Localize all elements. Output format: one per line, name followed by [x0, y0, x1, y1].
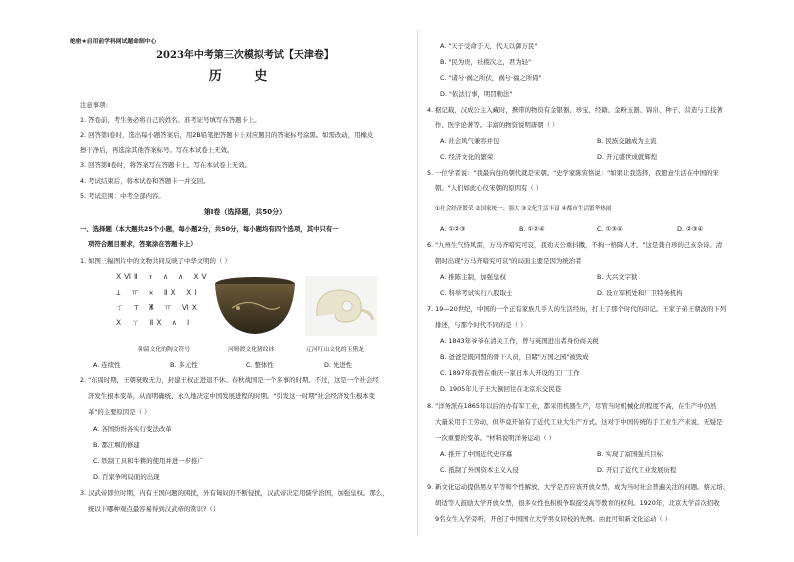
notice-label: 注意事项: [80, 101, 108, 109]
image-caption: 河姆渡文化猪纹钵 [228, 347, 275, 353]
option-a[interactable]: A. ①②③ [440, 225, 466, 233]
pig-pattern-bowl-image [212, 274, 298, 338]
notice-item: 1. 答卷前，考生务必将自己的姓名、准考证号填写在答题卡上。 [80, 116, 261, 124]
option-a[interactable]: A. "天子受命于天，代天以御万民" [440, 42, 538, 50]
option-b[interactable]: B. 实现了富国强兵目标 [597, 450, 663, 458]
option-d[interactable]: D. 1905年儿子王大倒回往在北京东交民巷 [440, 385, 562, 393]
question-stem: 7. 19—20世纪，中国的一个正有家族几乎人的生活经历，打上了那个时代的印记。王家子弟王朝波的下列 [427, 305, 727, 313]
option-b[interactable]: B. 都江堰的修建 [93, 441, 140, 449]
subject-title: 历 史 [208, 69, 282, 84]
option-b[interactable]: B. "民为贵，社稷次之，君为轻" [440, 58, 532, 66]
notice-item: 2. 回答第Ⅰ卷时，选出每小题答案后，用2B铅笔把答题卡上对应题目的答案标号涂黑。如需改动，用橡皮 [80, 131, 374, 139]
question-stem: 9名女生入学旁听，开创了中国国立大学男女同校的先例。由此可知新文化运动（ ） [435, 515, 672, 523]
question-stem: 3. 汉武帝即位时期，内有王国问题的困扰，外有匈奴的不断侵扰，汉武帝决定用儒学治国，加强皇权。那么， [80, 489, 389, 497]
option-b[interactable]: B. 爸爸是既同盟的骨干人员，目睹"万国之园"被毁成 [440, 353, 589, 361]
question-stem: 8. "洋务派在1865年以后的办有军工业，都采用机器生产，尽管当时机械化的程度不高，在生产中仍然 [427, 402, 717, 410]
pottery-symbols-row: Ⅹ ㄚ ⅡⅩ ∧ Ⅰ [116, 318, 193, 327]
option-d[interactable]: D. "依法行事，明罚勅法" [440, 90, 513, 98]
question-stem: 统以下哪种观点最容易得到汉武帝的赏识?（） [88, 505, 220, 513]
question-stem: 4. 据记载，汉成公主入藏时，携带的物资有金银器、珍宝、经籍、金粉玉器、锦帛、种子、营造与工技著 [427, 106, 723, 114]
option-d[interactable]: D. ②③④ [677, 225, 704, 233]
question-stem: 排述，与那个时代不同的是（ ） [435, 321, 527, 329]
question-stem: 革"的主要原因是（ ） [88, 408, 151, 416]
option-c[interactable]: C. "诸兮·祸之所伏，祸兮·福之所倚" [440, 74, 542, 82]
notice-item: 4. 考试结束后，将本试卷和答题卡一并交回。 [80, 177, 210, 185]
option-d[interactable]: D. 设立军机处和厂卫特务机构 [597, 289, 683, 297]
pottery-symbols-row: ⊥ ㅠ ✕ ⅡⅩ ⅩⅠ [116, 288, 200, 297]
question-stem: 一次重要的变革。"材料说明洋务运动（ ） [435, 434, 556, 442]
question-stem: 朝。"人们如此心仪宋朝的原因有（ ） [435, 184, 543, 192]
option-c[interactable]: C. 科举考试实行八股取士 [440, 289, 513, 297]
question-stem: 朝时出现"万马齐喑究可哀"的局面主要是因为统治者 [435, 257, 582, 265]
image-caption: 仰韶文化的陶文符号 [138, 347, 191, 353]
pottery-symbols-row: ⅩⅥⅡ ↑ ∧ ∧ ⅩⅤ [116, 272, 210, 281]
option-a[interactable]: A. 推开了中国近代史序幕 [440, 450, 513, 458]
question-stem: 济发生根本变革，从而明确统、永久地决定中国发展进程的时期。"引发这一时期"社会经济发生根本变 [88, 392, 376, 400]
option-b[interactable]: B. 大兴文字狱 [597, 273, 638, 281]
option-a[interactable]: A. 1843年爷爷在清关工作，曾与英国进出者身份商关税 [440, 337, 599, 345]
question-stem: 9. 新文化运动提倡男女平等和个性解放，大学是否应该开放女禁，成为当时社会普遍关注的问题。蔡元培、 [427, 483, 730, 491]
confidential-line: 绝密★启用前学科网试题命制中心 [70, 39, 157, 45]
question-stem: 胡适等人鼓励大学开放女禁，很多女性也积极争取接受高等教育的权利。1920年，北京大学首次招收 [435, 499, 720, 507]
statement-list: ①社会经济繁荣 ②国家统一、强大 ③文化生活丰富 ④都市生活繁华热闹 [435, 206, 612, 212]
jade-pig-dragon-image [305, 276, 377, 336]
option-a[interactable]: A. 各国纷纷各实行变法改革 [93, 425, 172, 433]
right-column [427, 0, 759, 562]
section-title: 第Ⅰ卷（选择题，共50分） [203, 208, 287, 216]
section-instruction: 项符合题目要求，答案涂在答题卡上） [88, 240, 197, 248]
option-a[interactable]: A. 推陈主制，加强皇权 [440, 273, 506, 281]
option-c[interactable]: C. 铁制工具和牛耕的使用并进一步推广 [93, 457, 204, 465]
pottery-symbols-row: ㄒ ⊤ Ж ㅠ ⅥⅩ [116, 303, 200, 312]
option-b[interactable]: B. 多元性 [170, 361, 198, 369]
option-b[interactable]: B. ①②④ [519, 225, 545, 233]
image-caption: 辽河红山文化的玉猪龙 [306, 347, 364, 353]
option-d[interactable]: D. 先进性 [324, 361, 353, 369]
exam-title: 2023年中考第三次模拟考试【天津卷】 [156, 50, 334, 61]
column-divider [417, 30, 418, 535]
section-instruction: 一、选择题（本大题共25个小题，每小题2分，共50分，每小题均有四个选项，其中只有一 [80, 225, 339, 233]
option-c[interactable]: C. ①③④ [597, 225, 623, 233]
question-stem: 大量采用手工劳动，但毕竟开始有了近代工业大生产方式。这对于中国传统的手工业生产来说，无疑是 [435, 418, 723, 426]
question-stem: 1. 如图三幅图片中的文物共同反映了中华文明的（ ） [80, 257, 231, 265]
notice-item: 3. 回答第Ⅱ卷时，将答案写在答题卡上。写在本试卷上无效。 [80, 161, 252, 169]
option-c[interactable]: C. 1897年我曾在重庆一家日本人开设的工厂工作 [440, 369, 580, 377]
question-stem: 5. 一位学者说："我最向往的朝代就是宋朝。"史学家陈寅恪说："如果让我选择，我愿意生活在中国的宋 [427, 169, 719, 177]
option-c[interactable]: C. 经济文化的繁荣 [440, 153, 494, 161]
option-d[interactable]: D. 百家争鸣局面的出现 [93, 473, 160, 481]
question-stem: 2. "东周时期，王朝衰败无力，封建王权正进退不休。春秋战国是一个多事的时期。不过，这是一个社会经 [80, 376, 379, 384]
notice-item: 5. 考试范围：中考全部内容。 [80, 192, 165, 200]
option-a[interactable]: A. 社会风气兼容并包 [440, 137, 500, 145]
option-d[interactable]: D. 开元盛世成就辉煌 [597, 153, 658, 161]
option-c[interactable]: C. 整体性 [246, 361, 274, 369]
question-stem: 作、医学论著等。丰富的物资说明唐朝（ ） [435, 121, 559, 129]
option-c[interactable]: C. 抵制了外国资本主义入侵 [440, 466, 519, 474]
notice-item: 擦干净后，再选涂其他答案标号。写在本试卷上无效。 [80, 146, 234, 154]
option-b[interactable]: B. 民族交融成为主流 [597, 137, 657, 145]
option-a[interactable]: A. 连续性 [93, 361, 121, 369]
question-stem: 6. "九州生气恃风雷，万马齐喑究可哀，我劝天公重抖擞，不拘一格降人才。"这是龚自珍的己亥杂诗。清 [427, 241, 723, 249]
option-d[interactable]: D. 开启了近代工业发展历程 [597, 466, 677, 474]
left-column [70, 0, 410, 562]
